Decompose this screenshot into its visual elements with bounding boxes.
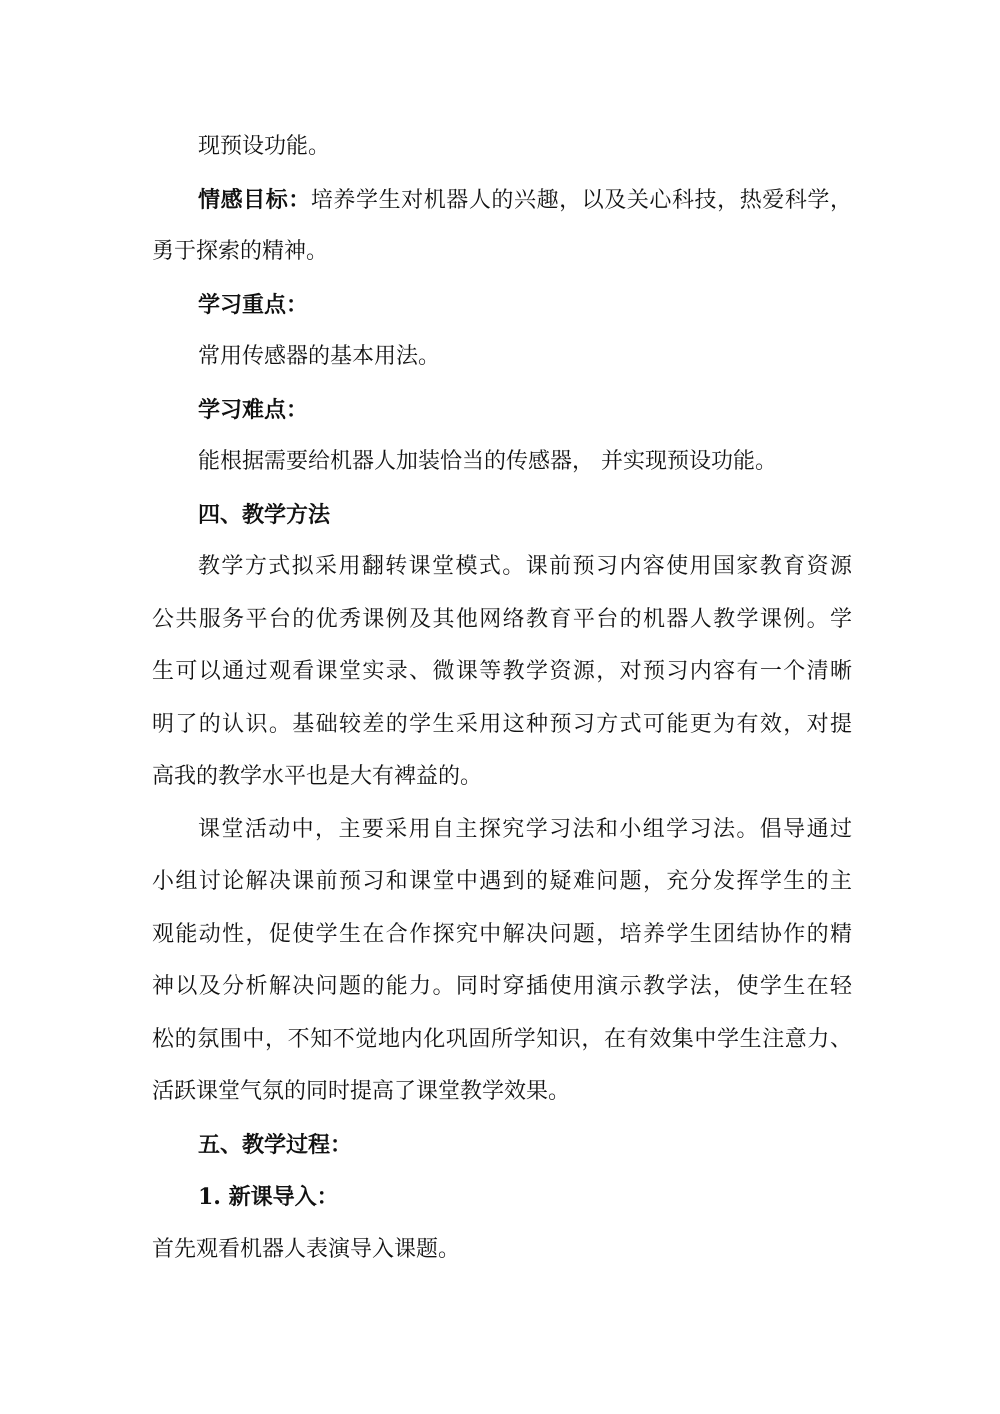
method-para1-line: 教学方式拟采用翻转课堂模式。课前预习内容使用国家教育资源 — [198, 554, 852, 579]
method-para2-line: 观能动性，促使学生在合作探究中解决问题，培养学生团结协作的精 — [152, 922, 852, 947]
emotion-goal-label: 情感目标： — [198, 187, 311, 213]
objectives-continuation: 现预设功能。 — [198, 134, 331, 159]
section4-heading: 四、教学方法 — [198, 502, 331, 528]
method-para1-line: 生可以通过观看课堂实录、微课等教学资源，对预习内容有一个清晰 — [152, 659, 852, 684]
method-para1-line: 公共服务平台的优秀课例及其他网络教育平台的机器人教学课例。学 — [152, 607, 852, 632]
difficulty-heading: 学习难点： — [198, 397, 309, 423]
emotion-goal-line-1 — [198, 185, 852, 215]
method-para1-line: 明了的认识。基础较差的学生采用这种预习方式可能更为有效，对提 — [152, 712, 852, 737]
emotion-goal-line-2: 勇于探索的精神。 — [152, 239, 329, 264]
difficulty-text: 能根据需要给机器人加装恰当的传感器， 并实现预设功能。 — [198, 449, 777, 474]
method-para2-line: 活跃课堂气氛的同时提高了课堂教学效果。 — [152, 1079, 571, 1104]
method-para2-line: 松的氛围中，不知不觉地内化巩固所学知识，在有效集中学生注意力、 — [152, 1027, 852, 1052]
method-para2-line: 小组讨论解决课前预习和课堂中遇到的疑难问题，充分发挥学生的主 — [152, 869, 852, 894]
key-point-text: 常用传感器的基本用法。 — [198, 344, 441, 369]
method-para2-line: 神以及分析解决问题的能力。同时穿插使用演示教学法，使学生在轻 — [152, 974, 852, 999]
section5-heading: 五、教学过程： — [198, 1132, 353, 1158]
section5-sub1-text: 首先观看机器人表演导入课题。 — [152, 1237, 461, 1262]
method-para2-line: 课堂活动中，主要采用自主探究学习法和小组学习法。倡导通过 — [198, 817, 852, 842]
section5-sub1-heading: 1. 新课导入： — [198, 1184, 339, 1210]
emotion-goal-text: 培养学生对机器人的兴趣，以及关心科技，热爱科学， — [310, 188, 852, 213]
method-para1-line: 高我的教学水平也是大有裨益的。 — [152, 764, 483, 789]
key-point-heading: 学习重点： — [198, 292, 309, 318]
